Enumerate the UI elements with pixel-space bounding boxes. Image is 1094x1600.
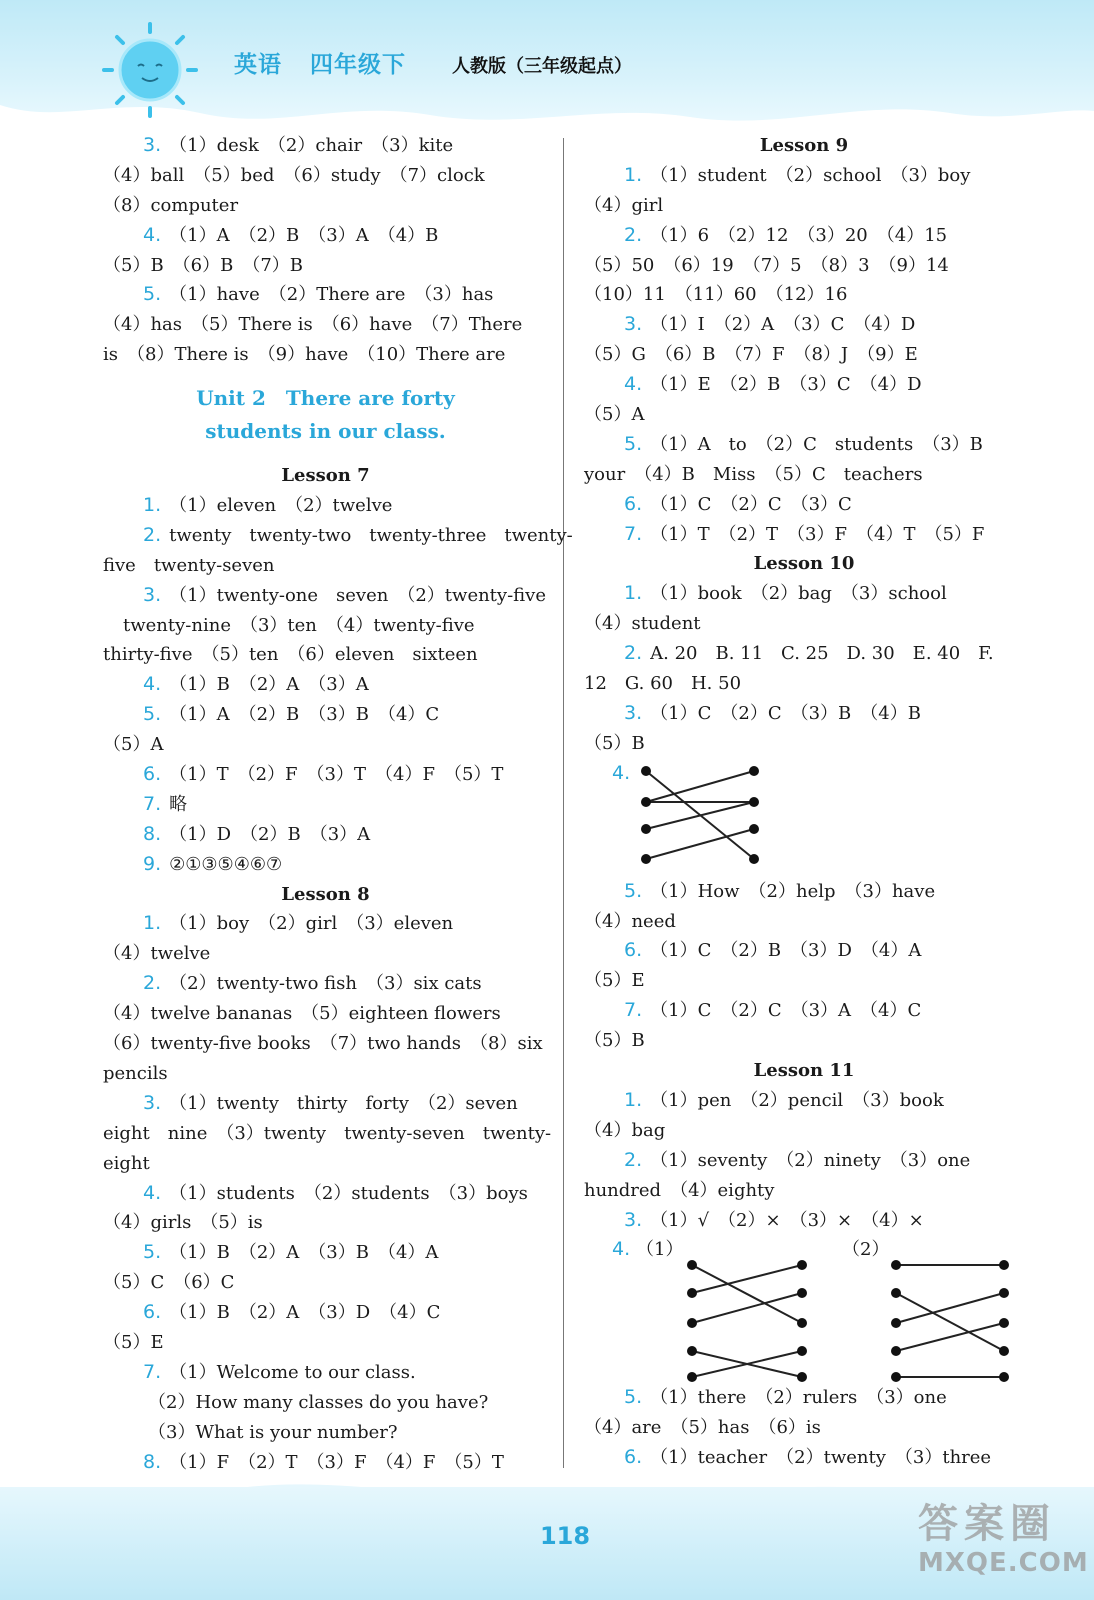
answer-line: （5）E xyxy=(584,970,645,992)
answer-line: pencils xyxy=(103,1062,168,1084)
answer-line: 2. A. 20 B. 11 C. 25 D. 30 E. 40 F. xyxy=(624,642,994,665)
answer-line: （4）girl xyxy=(584,194,664,216)
answer-line: （2）How many classes do you have? xyxy=(148,1391,489,1413)
answer-line: 12 G. 60 H. 50 xyxy=(584,673,742,695)
answer-line: 6. （1）teacher （2）twenty （3）three xyxy=(624,1446,992,1469)
sub-label: （1） xyxy=(636,1239,684,1261)
answer-line: twenty-nine （3）ten （4）twenty-five xyxy=(123,614,475,636)
answer-line: 5. （1）A （2）B （3）B （4）C xyxy=(143,703,440,726)
answer-line: 5. （1）A to （2）C students （3）B xyxy=(624,432,983,455)
answer-line: 5. （1）How （2）help （3）have xyxy=(624,879,936,902)
answer-line: （5）E xyxy=(103,1331,164,1353)
answer-line: 8. （1）F （2）T （3）F （4）F （5）T xyxy=(143,1450,504,1473)
answer-line: （4）student xyxy=(584,613,701,635)
lesson-heading: Lesson 8 xyxy=(281,883,370,905)
answer-line: （4）are （5）has （6）is xyxy=(584,1417,821,1439)
page-number: 118 xyxy=(539,1522,591,1550)
answer-line: 7. 略 xyxy=(143,792,188,815)
left-column xyxy=(103,131,573,1477)
answer-line: eight xyxy=(103,1152,150,1174)
answer-line: 4. （1）students （2）students （3）boys xyxy=(143,1181,528,1204)
sun-icon xyxy=(100,20,200,120)
answer-line: （5）B （6）B （7）B xyxy=(103,254,304,276)
answer-line: is （8）There is （9）have （10）There are xyxy=(103,344,506,366)
answer-line: 7. （1）T （2）T （3）F （4）T （5）F xyxy=(624,522,985,545)
answer-line: 5. （1）B （2）A （3）B （4）A xyxy=(143,1241,439,1264)
answer-line: 6. （1）B （2）A （3）D （4）C xyxy=(143,1301,441,1324)
answer-line: 7. （1）Welcome to our class. xyxy=(143,1360,416,1383)
answer-line: （3）What is your number? xyxy=(148,1421,398,1443)
lesson-heading: Lesson 7 xyxy=(281,465,370,487)
answer-line: 3. （1）twenty thirty forty （2）seven xyxy=(143,1091,518,1114)
unit-title: students in our class. xyxy=(205,419,446,444)
matching-lines xyxy=(584,759,784,877)
answer-line: 4. （1）A （2）B （3）A （4）B xyxy=(143,223,439,246)
answer-line: （10）11 （11）60 （12）16 xyxy=(584,284,848,306)
matching-diagram xyxy=(584,759,1024,877)
answer-line: （5）B xyxy=(584,732,645,754)
lesson-heading: Lesson 10 xyxy=(753,553,855,575)
question-number: 4. xyxy=(612,1238,631,1261)
answer-line: 3. （1）desk （2）chair （3）kite xyxy=(143,134,454,156)
answer-line: five twenty-seven xyxy=(103,554,275,576)
answer-line: 7. （1）C （2）C （3）A （4）C xyxy=(624,999,922,1022)
answer-line: eight nine （3）twenty twenty-seven twenty- xyxy=(103,1122,552,1144)
answer-line: （4）bag xyxy=(584,1119,666,1141)
column-divider xyxy=(563,138,564,1468)
answer-line: 1. （1）book （2）bag （3）school xyxy=(624,582,947,605)
answer-line: （4）girls （5）is xyxy=(103,1212,263,1234)
answer-line: 3. （1）C （2）C （3）B （4）B xyxy=(624,701,921,724)
right-column xyxy=(584,131,1024,1473)
answer-line: 3. （1）I （2）A （3）C （4）D xyxy=(624,313,916,336)
watermark-url: MXQE.COM xyxy=(918,1548,1089,1578)
answer-line: 2. （1）seventy （2）ninety （3）one xyxy=(624,1148,971,1171)
answer-line: 4. （1）B （2）A （3）A xyxy=(143,673,369,696)
answer-line: thirty-five （5）ten （6）eleven sixteen xyxy=(103,644,478,666)
answer-line: （5）B xyxy=(584,1030,645,1052)
answer-line: （4）twelve xyxy=(103,943,211,965)
answer-line: 8. （1）D （2）B （3）A xyxy=(143,822,371,845)
question-number: 4. xyxy=(612,761,631,784)
answer-line: （8）computer xyxy=(103,194,239,216)
answer-line: （5）A xyxy=(584,404,645,426)
subject-label: 英语 xyxy=(234,52,282,78)
answer-line: 3. （1）twenty-one seven （2）twenty-five xyxy=(143,583,546,606)
answer-line: 2. twenty twenty-two twenty-three twenty- xyxy=(143,523,573,546)
answer-line: your （4）B Miss （5）C teachers xyxy=(584,463,923,485)
sub-label: （2） xyxy=(842,1239,890,1261)
matching-diagram xyxy=(584,1235,1024,1383)
answer-line: 1. （1）boy （2）girl （3）eleven xyxy=(143,912,454,935)
answer-line: （5）50 （6）19 （7）5 （8）3 （9）14 xyxy=(584,254,949,276)
matching-lines xyxy=(584,1235,1024,1383)
answer-line: （4）ball （5）bed （6）study （7）clock xyxy=(103,164,485,186)
answer-line: 2. （1）6 （2）12 （3）20 （4）15 xyxy=(624,223,948,246)
answer-line: 6. （1）T （2）F （3）T （4）F （5）T xyxy=(143,763,504,786)
watermark-logo: 答案圈 xyxy=(918,1501,1056,1547)
answer-line: 1. （1）student （2）school （3）boy xyxy=(624,163,971,186)
answer-line: （4）has （5）There is （6）have （7）There xyxy=(103,314,523,336)
edition-label: 人教版（三年级起点） xyxy=(452,56,632,77)
answer-line: （4）need xyxy=(584,910,676,932)
answer-line: 6. （1）C （2）C （3）C xyxy=(624,492,852,515)
answer-line: （5）G （6）B （7）F （8）J （9）E xyxy=(584,344,918,366)
watermark xyxy=(918,1500,1088,1592)
answer-line: 5. （1）have （2）There are （3）has xyxy=(143,283,494,306)
lesson-heading: Lesson 11 xyxy=(753,1060,855,1082)
answer-line: （5）C （6）C xyxy=(103,1272,235,1294)
answer-line: （5）A xyxy=(103,734,164,756)
answer-line: 3. （1）√ （2）× （3）× （4）× xyxy=(624,1208,924,1231)
book-title xyxy=(234,46,434,79)
answer-line: 1. （1）eleven （2）twelve xyxy=(143,494,393,517)
grade-label: 四年级下 xyxy=(310,52,406,78)
answer-line: hundred （4）eighty xyxy=(584,1179,775,1201)
lesson-heading: Lesson 9 xyxy=(759,135,849,156)
answer-line: 2. （2）twenty-two fish （3）six cats xyxy=(143,972,482,995)
answer-line: 1. （1）pen （2）pencil （3）book xyxy=(624,1088,944,1111)
answer-line: （6）twenty-five books （7）two hands （8）six xyxy=(103,1033,543,1055)
answer-line: 6. （1）C （2）B （3）D （4）A xyxy=(624,939,922,962)
answer-line: 4. （1）E （2）B （3）C （4）D xyxy=(624,373,922,396)
answer-line: 5. （1）there （2）rulers （3）one xyxy=(624,1386,947,1409)
answer-line: （4）twelve bananas （5）eighteen flowers xyxy=(103,1003,501,1025)
answer-line: 9. ②①③⑤④⑥⑦ xyxy=(143,852,283,875)
unit-title: Unit 2 There are forty xyxy=(196,386,455,411)
